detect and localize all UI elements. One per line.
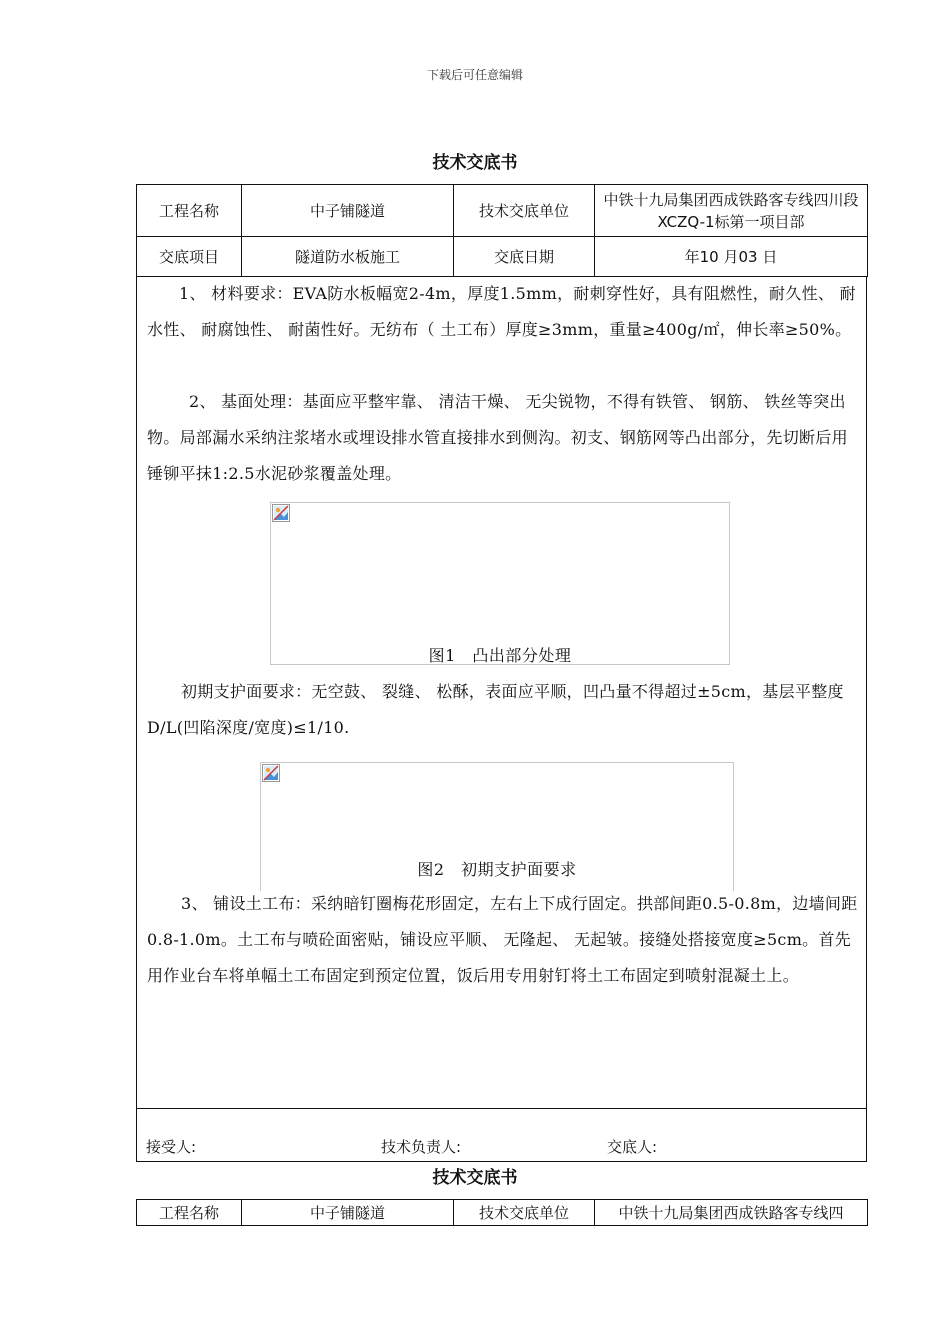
watermark: 下载后可任意编辑 [426,68,523,82]
broken-image-icon [272,504,290,522]
paragraph-materials: 1、 材料要求：EVA防水板幅宽2-4m，厚度1.5mm，耐刺穿性好，具有阻燃性，耐久性、 耐水性、 耐腐蚀性、 耐菌性好。无纺布（ 土工布）厚度≥3mm，重量≥400g/㎡，伸长率≥50%。 [147,284,856,339]
header-table [136,184,868,277]
label-project-name: 工程名称 [137,185,242,237]
document-title: 技术交底书 [432,153,518,173]
header-row-project [137,185,868,237]
figure-1 [270,502,730,665]
figure-2 [260,762,734,891]
figure-2-caption: 图2 初期支护面要求 [417,860,577,879]
label-project-name: 工程名称 [137,1200,242,1226]
date-value: 年10 月03 日 [595,237,868,277]
tech-unit-value: 中铁十九局集团西成铁路客专线四 [595,1200,868,1226]
tech-lead-label: 技术负责人: [381,1138,462,1156]
broken-image-icon [262,764,280,782]
header-table-second [136,1199,868,1226]
tech-unit-value: 中铁十九局集团西成铁路客专线四川段XCZQ-1标第一项目部 [595,185,868,237]
header-row-project-second [137,1200,868,1226]
item-value: 隧道防水板施工 [242,237,454,277]
paragraph-base-treatment: 2、 基面处理：基面应平整牢靠、 清洁干燥、 无尖锐物，不得有铁管、 钢筋、 铁丝等突出物。局部漏水采纳注浆堵水或埋设排水管直接排水到侧沟。初支、钢筋网等凸出部分，先切断后用锤铆平抹1:2.5水泥砂浆覆盖处理。 [147,392,848,483]
figure-1-caption: 图1 凸出部分处理 [428,646,572,665]
document-title-second: 技术交底书 [432,1168,518,1188]
presenter-label: 交底人: [607,1138,658,1156]
label-date: 交底日期 [454,237,595,277]
project-name-value: 中子铺隧道 [242,1200,454,1226]
label-tech-unit: 技术交底单位 [454,185,595,237]
content-frame [136,276,867,1162]
paragraph-support-surface: 初期支护面要求：无空鼓、 裂缝、 松酥，表面应平顺，凹凸量不得超过±5cm，基层平整度D/L(凹陷深度/宽度)≤1/10. [147,682,844,737]
project-name-value: 中子铺隧道 [242,185,454,237]
label-item: 交底项目 [137,237,242,277]
header-row-item [137,237,868,277]
paragraph-geotextile: 3、 铺设土工布：采纳暗钉圈梅花形固定，左右上下成行固定。拱部间距0.5-0.8m，边墙间距0.8-1.0m。土工布与喷砼面密贴，铺设应平顺、 无隆起、 无起皱。接缝处搭接宽度≥5cm。首先用作业台车将单幅土工布固定到预定位置，饭后用专用射钉将土工布固定到喷射混凝土上。 [147,894,858,985]
signature-divider [137,1108,866,1109]
label-tech-unit: 技术交底单位 [454,1200,595,1226]
receiver-label: 接受人: [146,1138,197,1156]
